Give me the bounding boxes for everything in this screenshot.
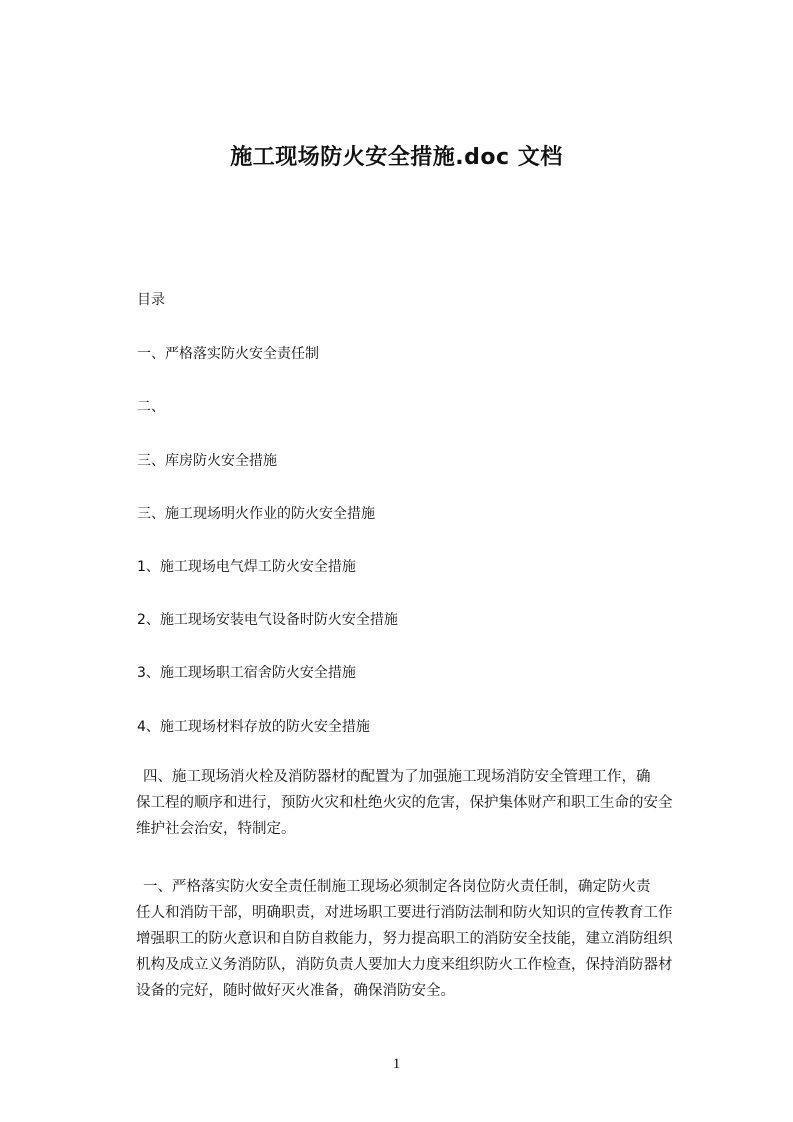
document-title: 施工现场防火安全措施.doc 文档 bbox=[230, 145, 563, 170]
paragraph-line: 任人和消防干部，明确职责，对进场职工要进行消防法制和防火知识的宣传教育工作 bbox=[136, 905, 673, 921]
paragraph-line: 保工程的顺序和进行，预防火灾和杜绝火灾的危害，保护集体财产和职工生命的安全 bbox=[136, 795, 673, 811]
toc-item: 1、施工现场电气焊工防火安全措施 bbox=[137, 559, 356, 575]
body-paragraph bbox=[136, 874, 702, 1004]
paragraph-line: 增强职工的防火意识和自防自救能力，努力提高职工的消防安全技能，建立消防组织 bbox=[136, 931, 673, 947]
page-number: 1 bbox=[392, 1056, 401, 1072]
body-paragraph bbox=[136, 764, 702, 842]
toc-item: 3、施工现场职工宿舍防火安全措施 bbox=[137, 665, 356, 681]
paragraph-line: 四、施工现场消火栓及消防器材的配置为了加强施工现场消防安全管理工作，确 bbox=[143, 769, 651, 785]
toc-item: 一、严格落实防火安全责任制 bbox=[137, 346, 319, 362]
paragraph-line: 维护社会治安，特制定。 bbox=[136, 821, 296, 837]
toc-heading: 目录 bbox=[137, 292, 165, 308]
toc-item: 三、施工现场明火作业的防火安全措施 bbox=[137, 506, 375, 522]
paragraph-line: 一、严格落实防火安全责任制施工现场必须制定各岗位防火责任制，确定防火责 bbox=[143, 879, 651, 895]
paragraph-line: 机构及成立义务消防队，消防负责人要加大力度来组织防火工作检查，保持消防器材 bbox=[136, 957, 673, 973]
toc-item: 三、库房防火安全措施 bbox=[137, 453, 277, 469]
paragraph-line: 设备的完好，随时做好灭火准备，确保消防安全。 bbox=[136, 983, 455, 999]
toc-item: 4、施工现场材料存放的防火安全措施 bbox=[137, 719, 370, 735]
toc-item: 2、施工现场安装电气设备时防火安全措施 bbox=[137, 612, 398, 628]
toc-item: 二、 bbox=[137, 399, 165, 415]
